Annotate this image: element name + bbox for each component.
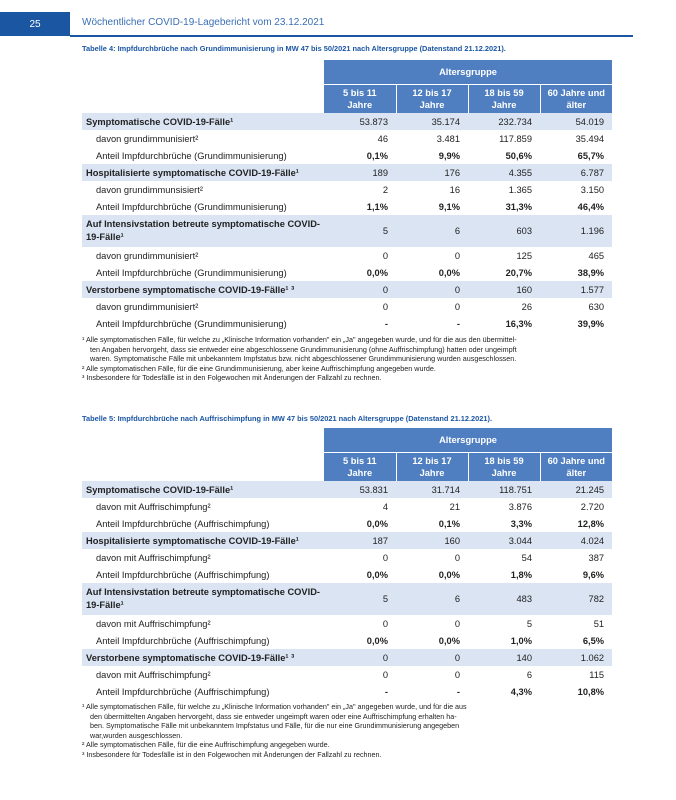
- table-cell: 4,3%: [510, 686, 532, 697]
- table-row: [82, 281, 612, 298]
- table-cell: 1.365: [508, 184, 532, 195]
- footnote-line: ten Angaben hervorgeht, dass sie entweder eine abgeschlossene Grundimmunisierung (ohne Auffrischimpfung) hatten oder ungeimpft: [90, 344, 517, 354]
- table5: [82, 428, 612, 700]
- table-row: [82, 666, 612, 683]
- table-cell: 9,1%: [438, 201, 460, 212]
- table-cell: 0,0%: [366, 635, 388, 646]
- row-label: Anteil Impfdurchbrüche (Grundimmunisierung): [96, 267, 287, 278]
- row-label: Hospitalisierte symptomatische COVID-19-Fälle¹: [82, 164, 324, 181]
- table-row: [82, 247, 612, 264]
- row-label: Auf Intensivstation betreute symptomatische COVID-19-Fälle¹: [82, 215, 324, 247]
- header-rule: [70, 35, 633, 37]
- table-cell: 0: [454, 250, 460, 261]
- table-cell: 0: [382, 250, 388, 261]
- footnote-line: ² Alle symptomatischen Fälle, für die eine Auffrischimpfung angegeben wurde.: [82, 740, 330, 750]
- table-cell: 6: [396, 215, 468, 247]
- footnote-line: ² Alle symptomatischen Fälle, für die eine Grundimmunisierung, aber keine Auffrischimpfung angegeben wurde.: [82, 363, 436, 373]
- table-cell: 0: [454, 669, 460, 680]
- table-cell: 3.044: [468, 532, 540, 549]
- row-label: Verstorbene symptomatische COVID-19-Fälle¹ ³: [82, 281, 324, 298]
- table-row: [82, 315, 612, 332]
- row-label: Anteil Impfdurchbrüche (Grundimmunisierung): [96, 201, 287, 212]
- table-row: [82, 181, 612, 198]
- table-corner: [82, 60, 324, 85]
- table-cell: 189: [324, 164, 396, 181]
- row-label: davon mit Auffrischimpfung²: [96, 501, 211, 512]
- table-corner: [82, 85, 324, 114]
- table-cell: 603: [468, 215, 540, 247]
- table-cell: 1,8%: [510, 569, 532, 580]
- footnote-line: den übermittelten Angaben hervorgeht, dass sie entweder ungeimpft waren oder eine Auffrischimpfung erhalten ha-: [90, 711, 457, 721]
- table-row: [82, 549, 612, 566]
- table-cell: 39,9%: [577, 318, 605, 329]
- table-cell: 140: [468, 649, 540, 666]
- table-cell: 0: [396, 649, 468, 666]
- group-header: Altersgruppe: [324, 428, 612, 453]
- table5-caption: Tabelle 5: Impfdurchbrüche nach Auffrischimpfung in MW 47 bis 50/2021 nach Altersgruppe (Datenstand 21.12.2021).: [82, 414, 493, 423]
- table-cell: 1.577: [540, 281, 612, 298]
- table-row: [82, 632, 612, 649]
- table-row: [82, 130, 612, 147]
- column-header: 18 bis 59 Jahre: [468, 85, 540, 114]
- table-cell: 3.481: [436, 133, 460, 144]
- table-row: [82, 566, 612, 583]
- table-row: [82, 147, 612, 164]
- row-label: Anteil Impfdurchbrüche (Auffrischimpfung): [96, 686, 270, 697]
- table-cell: 9,9%: [438, 150, 460, 161]
- table-cell: 12,8%: [577, 518, 605, 529]
- table-row: [82, 264, 612, 281]
- table-cell: 6.787: [540, 164, 612, 181]
- column-header: 18 bis 59 Jahre: [468, 453, 540, 482]
- table5-footnotes: [82, 702, 602, 760]
- table-row: [82, 164, 612, 181]
- row-label: Anteil Impfdurchbrüche (Auffrischimpfung): [96, 518, 270, 529]
- table-cell: 21: [449, 501, 460, 512]
- table-cell: -: [384, 686, 388, 697]
- row-label: Anteil Impfdurchbrüche (Auffrischimpfung): [96, 635, 270, 646]
- table-row: [82, 515, 612, 532]
- table-cell: 0: [396, 281, 468, 298]
- table-cell: 31.714: [396, 481, 468, 498]
- table-row: [82, 198, 612, 215]
- table-cell: 53.873: [324, 113, 396, 130]
- column-header: 5 bis 11 Jahre: [324, 453, 396, 482]
- table-row: [82, 615, 612, 632]
- table-cell: 0: [382, 301, 388, 312]
- table-cell: 54: [521, 552, 532, 563]
- table-cell: 31,3%: [505, 201, 532, 212]
- table-cell: 4.024: [540, 532, 612, 549]
- table-cell: 4: [382, 501, 388, 512]
- row-label: Anteil Impfdurchbrüche (Grundimmunisierung): [96, 150, 287, 161]
- table-cell: 5: [324, 215, 396, 247]
- page-header: [0, 0, 676, 38]
- table-cell: 2.720: [580, 501, 605, 512]
- table-row: [82, 683, 612, 700]
- table-cell: 20,7%: [505, 267, 532, 278]
- footnote-line: ³ Insbesondere für Todesfälle ist in den Folgewochen mit Änderungen der Fallzahl zu rechnen.: [82, 749, 382, 759]
- row-label: Symptomatische COVID-19-Fälle¹: [82, 113, 324, 130]
- table-cell: 53.831: [324, 481, 396, 498]
- table-cell: 117.859: [499, 133, 532, 144]
- table-cell: 0: [382, 669, 388, 680]
- table-cell: 176: [396, 164, 468, 181]
- table-cell: 118.751: [468, 481, 540, 498]
- footnote-line: ³ Insbesondere für Todesfälle ist in den Folgewochen mit Änderungen der Fallzahl zu rechnen.: [82, 373, 382, 383]
- row-label: davon mit Auffrischimpfung²: [96, 618, 211, 629]
- table-cell: 483: [468, 583, 540, 615]
- table-cell: 0,1%: [366, 150, 388, 161]
- table-row: [82, 498, 612, 515]
- table-cell: 21.245: [540, 481, 612, 498]
- table-cell: 0: [454, 618, 460, 629]
- row-label: davon mit Auffrischimpfung²: [96, 669, 211, 680]
- table-cell: 0,0%: [438, 569, 460, 580]
- table-cell: 232.734: [468, 113, 540, 130]
- table-cell: 0,0%: [366, 267, 388, 278]
- table-cell: 6: [526, 669, 532, 680]
- table-cell: 3.876: [508, 501, 532, 512]
- table4-caption: Tabelle 4: Impfdurchbrüche nach Grundimmunisierung in MW 47 bis 50/2021 nach Altersgruppe (Datenstand 21.12.2021).: [82, 44, 506, 53]
- table-cell: 50,6%: [505, 150, 532, 161]
- column-header: 5 bis 11 Jahre: [324, 85, 396, 114]
- table-cell: 125: [516, 250, 532, 261]
- table-cell: 10,8%: [577, 686, 605, 697]
- table-cell: 35.174: [396, 113, 468, 130]
- table-cell: 38,9%: [577, 267, 605, 278]
- column-header: 12 bis 17 Jahre: [396, 453, 468, 482]
- table-cell: 1,0%: [510, 635, 532, 646]
- table-cell: 16: [449, 184, 460, 195]
- table-cell: 160: [396, 532, 468, 549]
- table-cell: 4.355: [468, 164, 540, 181]
- table-row: [82, 215, 612, 247]
- table-cell: 0,0%: [366, 518, 388, 529]
- table-cell: -: [456, 318, 460, 329]
- table-cell: 51: [593, 618, 605, 629]
- table-row: [82, 532, 612, 549]
- table4: [82, 60, 612, 332]
- table-cell: 6: [396, 583, 468, 615]
- table-cell: 387: [588, 552, 605, 563]
- table-cell: 35.494: [575, 133, 605, 144]
- table-cell: 0,1%: [438, 518, 460, 529]
- row-label: Anteil Impfdurchbrüche (Auffrischimpfung): [96, 569, 270, 580]
- table-cell: 5: [324, 583, 396, 615]
- table-cell: 3.150: [580, 184, 605, 195]
- column-header: 60 Jahre und älter: [540, 85, 612, 114]
- table-corner: [82, 453, 324, 482]
- table-cell: 0,0%: [438, 635, 460, 646]
- table4-footnotes: [82, 335, 602, 383]
- table-cell: 115: [589, 669, 605, 680]
- table-cell: 187: [324, 532, 396, 549]
- row-label: Anteil Impfdurchbrüche (Grundimmunisierung): [96, 318, 287, 329]
- table-cell: 2: [382, 184, 388, 195]
- row-label: davon mit Auffrischimpfung²: [96, 552, 211, 563]
- table-cell: 160: [468, 281, 540, 298]
- table-cell: -: [384, 318, 388, 329]
- table-cell: -: [456, 686, 460, 697]
- table-cell: 630: [588, 301, 605, 312]
- table-row: [82, 649, 612, 666]
- table-row: [82, 113, 612, 130]
- report-title: Wöchentlicher COVID-19-Lagebericht vom 23.12.2021: [82, 17, 325, 28]
- table-cell: 782: [540, 583, 612, 615]
- table-cell: 1,1%: [366, 201, 388, 212]
- table-row: [82, 298, 612, 315]
- table-corner: [82, 428, 324, 453]
- row-label: Hospitalisierte symptomatische COVID-19-Fälle¹: [82, 532, 324, 549]
- group-header: Altersgruppe: [324, 60, 612, 85]
- table-row: [82, 481, 612, 498]
- table-cell: 5: [526, 618, 532, 629]
- footnote-line: ben. Symptomatische Fälle mit unbekanntem Impfstatus und Fälle, für die nur eine Grundimmunisierung angegeben: [90, 721, 460, 731]
- table-cell: 1.062: [540, 649, 612, 666]
- column-header: 12 bis 17 Jahre: [396, 85, 468, 114]
- table-cell: 54.019: [540, 113, 612, 130]
- table-cell: 65,7%: [577, 150, 605, 161]
- table-cell: 0: [454, 552, 460, 563]
- footnote-line: ¹ Alle symptomatischen Fälle, für welche zu „Klinische Information vorhanden" ein „Ja" angegeben wurde, und für die aus: [82, 702, 467, 711]
- table-cell: 0: [324, 281, 396, 298]
- column-header: 60 Jahre und älter: [540, 453, 612, 482]
- footnote-line: war,wurden ausgeschlossen.: [90, 730, 183, 740]
- footnote-line: waren. Symptomatische Fälle mit unbekanntem Impfstatus bzw. nicht abgeschlossener Grundimmunisierung wurden ausgeschlossen.: [90, 354, 517, 364]
- table-cell: 9,6%: [582, 569, 605, 580]
- row-label: davon grundimmunisiert²: [96, 133, 199, 144]
- table-cell: 16,3%: [505, 318, 532, 329]
- row-label: davon grundimmunisiert²: [96, 301, 199, 312]
- row-label: Auf Intensivstation betreute symptomatische COVID-19-Fälle¹: [82, 583, 324, 615]
- table-cell: 0,0%: [366, 569, 388, 580]
- table-cell: 0: [382, 618, 388, 629]
- row-label: Symptomatische COVID-19-Fälle¹: [82, 481, 324, 498]
- table-cell: 6,5%: [582, 635, 605, 646]
- table-cell: 0,0%: [438, 267, 460, 278]
- table-cell: 46: [377, 133, 388, 144]
- table-cell: 0: [382, 552, 388, 563]
- table-cell: 46,4%: [577, 201, 605, 212]
- page-number: 25: [0, 12, 70, 36]
- table-cell: 0: [454, 301, 460, 312]
- table-cell: 1.196: [540, 215, 612, 247]
- table-cell: 0: [324, 649, 396, 666]
- row-label: davon grundimmunsisiert²: [96, 184, 203, 195]
- row-label: davon grundimmunisiert²: [96, 250, 199, 261]
- table-cell: 3,3%: [510, 518, 532, 529]
- table-cell: 465: [588, 250, 605, 261]
- footnote-line: ¹ Alle symptomatischen Fälle, für welche zu „Klinische Information vorhanden" ein „Ja" angegeben wurde, und für die aus den übermittel-: [82, 335, 517, 344]
- row-label: Verstorbene symptomatische COVID-19-Fälle¹ ³: [82, 649, 324, 666]
- table-cell: 26: [521, 301, 532, 312]
- table-row: [82, 583, 612, 615]
